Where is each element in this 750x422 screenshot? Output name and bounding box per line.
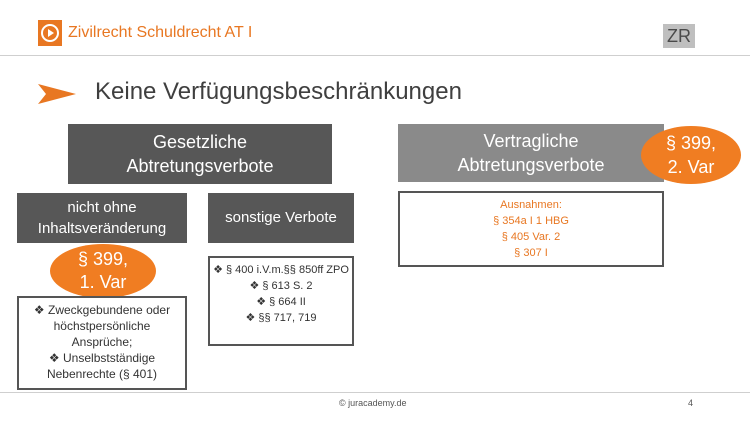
paragraph-399-var1-badge [50, 244, 156, 298]
page-number: 4 [688, 398, 694, 408]
list-item: ❖ § 664 II [256, 296, 306, 308]
slide-title: Keine Verfügungsbeschränkungen [95, 78, 462, 105]
list-item: ❖ § 613 S. 2 [249, 280, 313, 292]
list-item: ❖ § 400 i.V.m.§§ 850ff ZPO [213, 264, 349, 276]
sonstige-label: sonstige Verbote [225, 209, 337, 226]
vertragliche-line1: Vertragliche [483, 131, 579, 151]
gesetzliche-line2: Abtretungsverbote [126, 156, 274, 176]
ausnahmen-item: § 307 I [514, 247, 548, 259]
list-item-cont: Ansprüche; [71, 335, 133, 349]
oval-left-line2: 1. Var [79, 272, 127, 292]
footer-divider [0, 392, 750, 393]
sonstige-verbote-box [208, 193, 354, 243]
list-item: ❖ §§ 717, 719 [245, 312, 317, 324]
list-item: ❖ Unselbstständige [48, 351, 156, 365]
ausnahmen-item: § 354a I 1 HBG [493, 215, 569, 227]
list-item-cont: höchstpersönliche [53, 319, 151, 333]
paragraph-399-var2-badge [641, 126, 741, 184]
header-title: Zivilrecht Schuldrecht AT I [68, 24, 253, 41]
ausnahmen-item: § 405 Var. 2 [501, 231, 561, 243]
inhalts-line2: Inhaltsveränderung [37, 220, 167, 237]
sonstige-items-box [208, 256, 354, 346]
oval-left-line1: § 399, [77, 249, 129, 269]
ausnahmen-heading: Ausnahmen: [500, 199, 562, 211]
play-icon[interactable] [38, 20, 62, 46]
bullet-diamond-icon: ❖ [213, 264, 226, 276]
inhalts-items-box [17, 296, 187, 390]
vertragliche-box [398, 124, 664, 182]
list-item-cont: Nebenrechte (§ 401) [46, 367, 158, 381]
oval-right-line2: 2. Var [667, 157, 715, 177]
bullet-diamond-icon: ❖ [256, 296, 270, 308]
ausnahmen-box [398, 191, 664, 267]
footer-copyright: © juracademy.de [339, 398, 407, 408]
gesetzliche-box [68, 124, 332, 184]
bullet-diamond-icon: ❖ [48, 351, 64, 365]
bullet-diamond-icon: ❖ [245, 312, 259, 324]
inhalts-line1: nicht ohne [67, 199, 137, 216]
gesetzliche-line1: Gesetzliche [152, 132, 248, 152]
bullet-diamond-icon: ❖ [33, 303, 48, 317]
vertragliche-line2: Abtretungsverbote [457, 155, 605, 175]
bullet-diamond-icon: ❖ [249, 280, 263, 292]
arrow-icon [38, 84, 76, 104]
header-divider [0, 55, 750, 56]
oval-right-line1: § 399, [665, 133, 717, 153]
list-item: ❖ Zweckgebundene oder [33, 303, 171, 317]
inhaltsveraenderung-box [17, 193, 187, 243]
subject-badge: ZR [663, 24, 695, 48]
